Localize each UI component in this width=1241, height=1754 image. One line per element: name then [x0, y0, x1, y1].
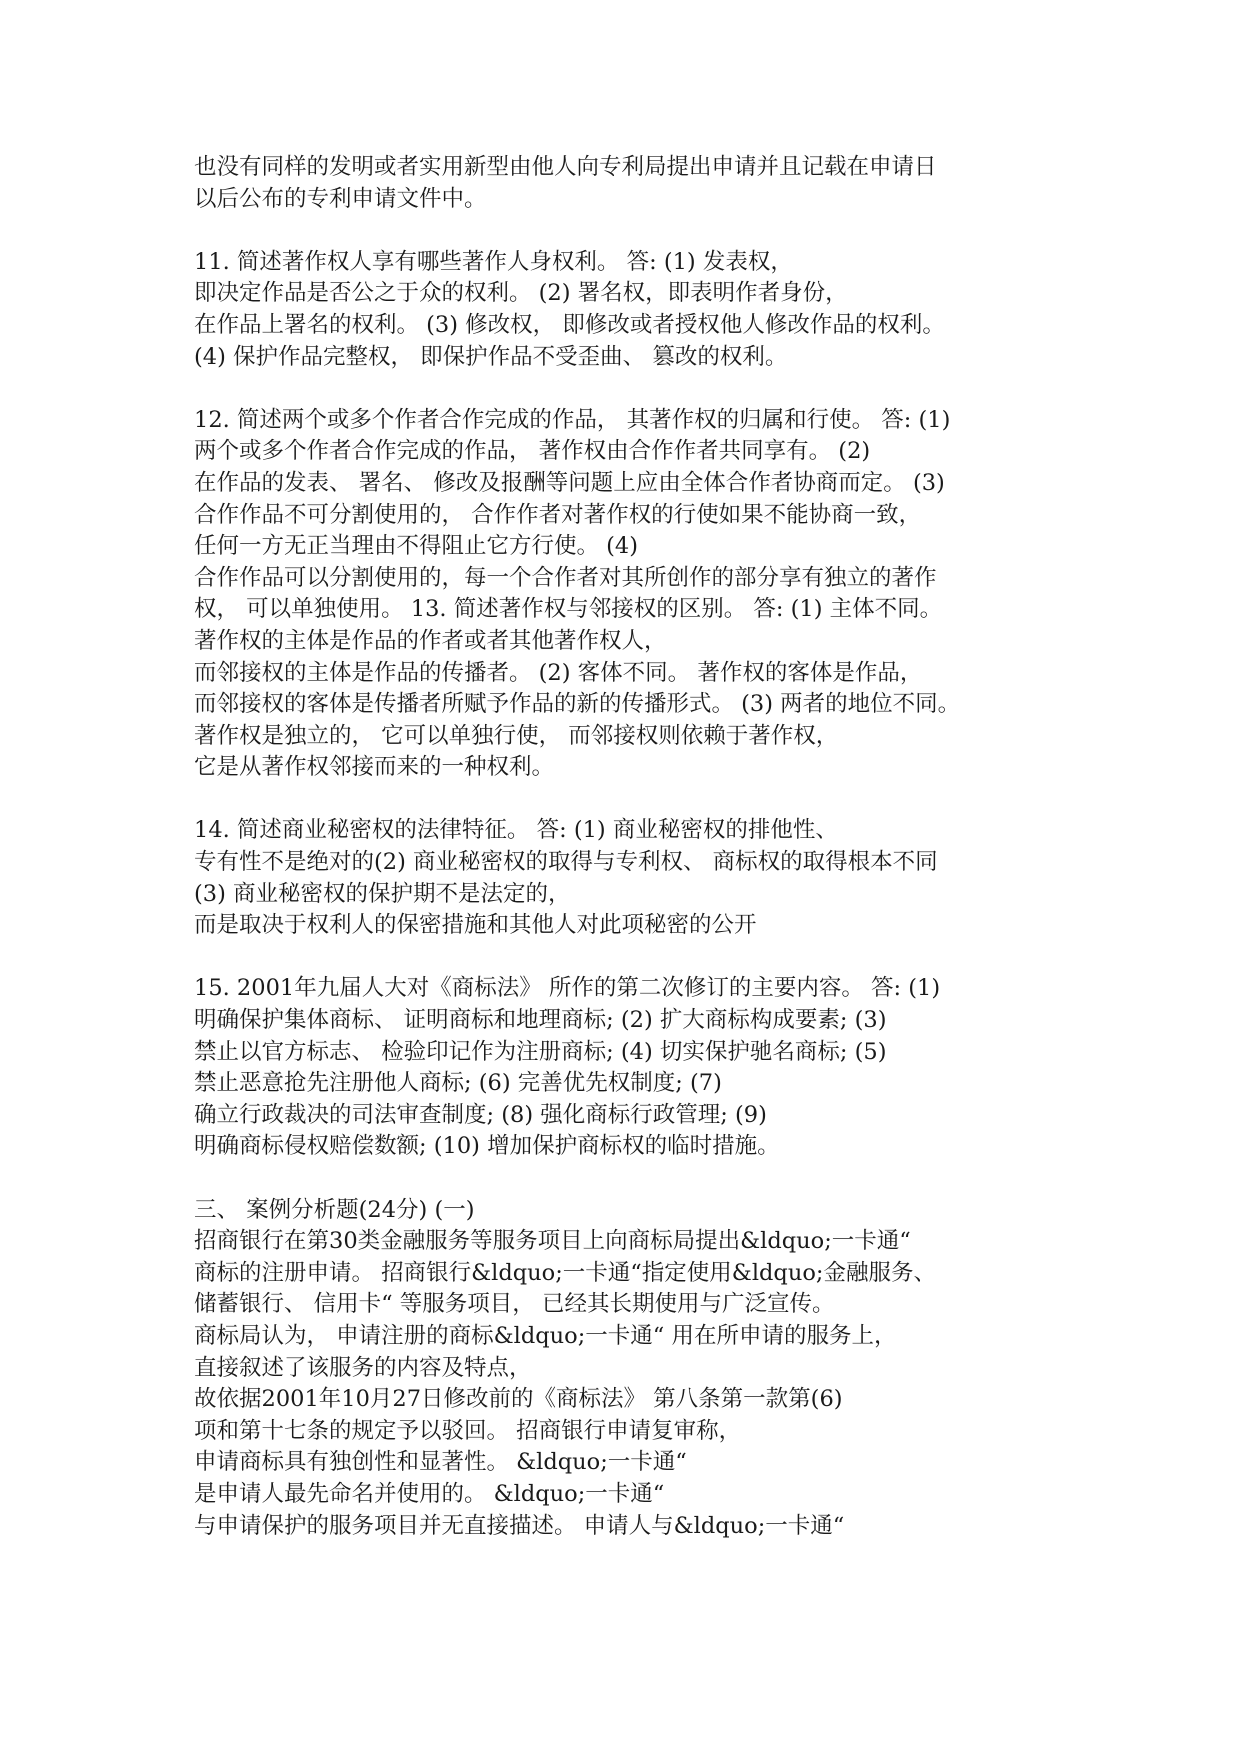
- text-line: 11. 简述著作权人享有哪些著作人身权利。 答: (1) 发表权，: [194, 248, 793, 275]
- text-line: 著作权是独立的， 它可以单独行使， 而邻接权则依赖于著作权，: [194, 722, 839, 749]
- text-line: 专有性不是绝对的(2) 商业秘密权的取得与专利权、 商标权的取得根本不同: [194, 849, 938, 876]
- paragraph: [194, 815, 1214, 941]
- text-line: 三、 案例分析题(24分) (一): [194, 1196, 475, 1223]
- text-line: 确立行政裁决的司法审查制度; (8) 强化商标行政管理; (9): [194, 1101, 767, 1128]
- paragraph-gap: [194, 1163, 1214, 1195]
- document-body: [194, 152, 1214, 1542]
- text-line: 招商银行在第30类金融服务等服务项目上向商标局提出&ldquo;一卡通“: [194, 1228, 911, 1255]
- paragraph: [194, 405, 1214, 784]
- text-line: 是申请人最先命名并使用的。 &ldquo;一卡通“: [194, 1480, 665, 1507]
- text-line: 12. 简述两个或多个作者合作完成的作品， 其著作权的归属和行使。 答: (1): [194, 406, 951, 433]
- text-line: 著作权的主体是作品的作者或者其他著作权人，: [194, 627, 667, 654]
- text-line: 即决定作品是否公之于众的权利。 (2) 署名权，即表明作者身份，: [194, 280, 848, 307]
- text-line: (3) 商业秘密权的保护期不是法定的，: [194, 880, 571, 907]
- text-line: 与申请保护的服务项目并无直接描述。 申请人与&ldquo;一卡通“: [194, 1512, 845, 1539]
- paragraph: [194, 973, 1214, 1163]
- text-line: 而邻接权的主体是作品的传播者。 (2) 客体不同。 著作权的客体是作品，: [194, 659, 923, 686]
- text-line: 而邻接权的客体是传播者所赋予作品的新的传播形式。 (3) 两者的地位不同。: [194, 691, 961, 718]
- text-line: 14. 简述商业秘密权的法律特征。 答: (1) 商业秘密权的排他性、: [194, 817, 838, 844]
- text-line: 禁止恶意抢先注册他人商标; (6) 完善优先权制度; (7): [194, 1070, 722, 1097]
- paragraph-gap: [194, 784, 1214, 816]
- text-line: 申请商标具有独创性和显著性。 &ldquo;一卡通“: [194, 1449, 687, 1476]
- text-line: 直接叙述了该服务的内容及特点，: [194, 1354, 532, 1381]
- paragraph: [194, 247, 1214, 373]
- text-line: (4) 保护作品完整权， 即保护作品不受歪曲、 篡改的权利。: [194, 343, 788, 370]
- paragraph: [194, 1195, 1214, 1543]
- text-line: 合作作品不可分割使用的， 合作作者对著作权的行使如果不能协商一致，: [194, 501, 922, 528]
- text-line: 而是取决于权利人的保密措施和其他人对此项秘密的公开: [194, 912, 757, 939]
- text-line: 权， 可以单独使用。 13. 简述著作权与邻接权的区别。 答: (1) 主体不同。: [194, 596, 943, 623]
- text-line: 商标局认为， 申请注册的商标&ldquo;一卡通“ 用在所申请的服务上，: [194, 1322, 897, 1349]
- text-line: 在作品的发表、 署名、 修改及报酬等问题上应由全体合作者协商而定。 (3): [194, 469, 945, 496]
- text-line: 明确保护集体商标、 证明商标和地理商标; (2) 扩大商标构成要素; (3): [194, 1007, 887, 1034]
- text-line: 商标的注册申请。 招商银行&ldquo;一卡通“指定使用&ldquo;金融服务、: [194, 1259, 936, 1286]
- text-line: 故依据2001年10月27日修改前的《商标法》 第八条第一款第(6): [194, 1386, 843, 1413]
- paragraph-gap: [194, 215, 1214, 247]
- text-line: 合作作品可以分割使用的，每一个合作者对其所创作的部分享有独立的著作: [194, 564, 937, 591]
- text-line: 在作品上署名的权利。 (3) 修改权， 即修改或者授权他人修改作品的权利。: [194, 311, 945, 338]
- text-line: 以后公布的专利申请文件中。: [194, 185, 487, 212]
- paragraph: [194, 152, 1214, 215]
- text-line: 任何一方无正当理由不得阻止它方行使。 (4): [194, 533, 639, 560]
- text-line: 储蓄银行、 信用卡“ 等服务项目， 已经其长期使用与广泛宣传。: [194, 1291, 835, 1318]
- text-line: 项和第十七条的规定予以驳回。 招商银行申请复审称，: [194, 1417, 742, 1444]
- text-line: 禁止以官方标志、 检验印记作为注册商标; (4) 切实保护驰名商标; (5): [194, 1038, 887, 1065]
- text-line: 明确商标侵权赔偿数额; (10) 增加保护商标权的临时措施。: [194, 1133, 780, 1160]
- text-line: 也没有同样的发明或者实用新型由他人向专利局提出申请并且记载在申请日: [194, 154, 937, 180]
- text-line: 两个或多个作者合作完成的作品， 著作权由合作作者共同享有。 (2): [194, 438, 871, 465]
- paragraph-gap: [194, 373, 1214, 405]
- paragraph-gap: [194, 942, 1214, 974]
- text-line: 它是从著作权邻接而来的一种权利。: [194, 754, 555, 781]
- text-line: 15. 2001年九届人大对《商标法》 所作的第二次修订的主要内容。 答: (1): [194, 975, 941, 1002]
